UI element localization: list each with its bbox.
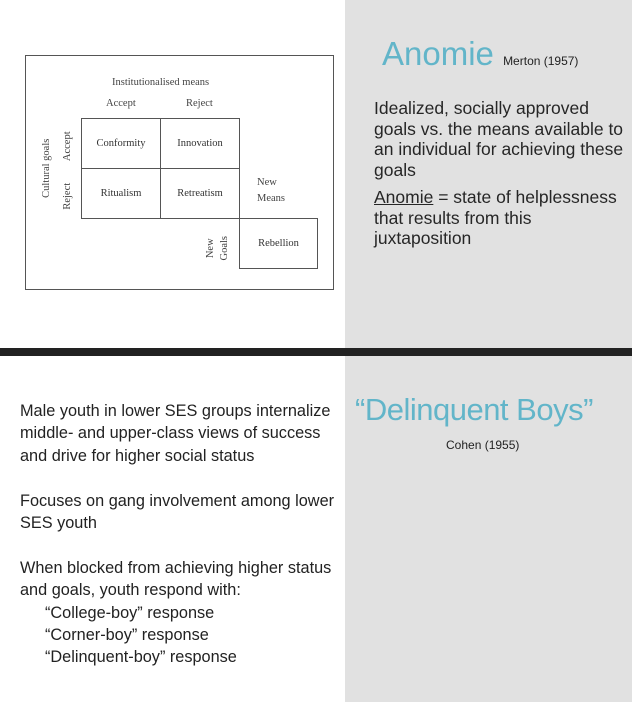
cell-rebellion-label: Rebellion (258, 238, 299, 249)
cell-innovation (160, 118, 240, 169)
citation: Merton (1957) (503, 54, 579, 68)
new-means-label-1: New (257, 177, 277, 188)
anomie-definition: = state of helplessness that results from this juxtaposition (374, 187, 617, 248)
cell-retreatism-label: Retreatism (177, 188, 223, 199)
cell-retreatism (160, 168, 240, 219)
response-corner-boy: “Corner-boy” response (45, 626, 209, 645)
paragraph-gang-focus: Focuses on gang involvement among lower SES youth (20, 491, 335, 533)
new-goals-label-2: Goals (218, 236, 230, 261)
delinquent-boys-description (20, 400, 340, 669)
anomie-term-paragraph (374, 187, 629, 249)
title-text: Anomie (382, 35, 494, 72)
cell-ritualism (81, 168, 161, 219)
response-delinquent-boy: “Delinquent-boy” response (45, 648, 237, 667)
slide-anomie (0, 0, 632, 348)
slide-title-delinquent-boys: “Delinquent Boys” (355, 392, 593, 427)
paragraph-blocked: When blocked from achieving higher status and goals, youth respond with: (20, 558, 332, 600)
col-label-reject: Reject (186, 98, 213, 109)
citation: Cohen (1955) (446, 438, 520, 452)
response-college-boy: “College-boy” response (45, 603, 215, 622)
definition-paragraph: Idealized, socially approved goals vs. the means available to an individual for achieving these goals (374, 98, 624, 180)
row-label-accept: Accept (61, 131, 73, 162)
col-label-accept: Accept (106, 98, 136, 109)
cell-innovation-label: Innovation (177, 138, 223, 149)
row-label-reject: Reject (61, 182, 73, 210)
new-means-label-2: Means (257, 193, 285, 204)
anomie-term: Anomie (374, 187, 434, 207)
cell-rebellion (239, 218, 318, 269)
new-goals-label-1: New (204, 238, 216, 259)
cell-conformity (81, 118, 161, 169)
cell-ritualism-label: Ritualism (100, 188, 142, 199)
paragraph-internalize: Male youth in lower SES groups internalize middle- and upper-class views of success and drive for higher social status (20, 402, 331, 465)
anomie-description (374, 98, 629, 249)
merton-typology-diagram (25, 55, 334, 290)
slide-divider (0, 348, 632, 356)
cell-conformity-label: Conformity (96, 138, 146, 149)
slide-title-anomie (382, 37, 578, 70)
institutionalised-means-header: Institutionalised means (112, 77, 210, 88)
cultural-goals-header: Cultural goals (40, 138, 52, 198)
